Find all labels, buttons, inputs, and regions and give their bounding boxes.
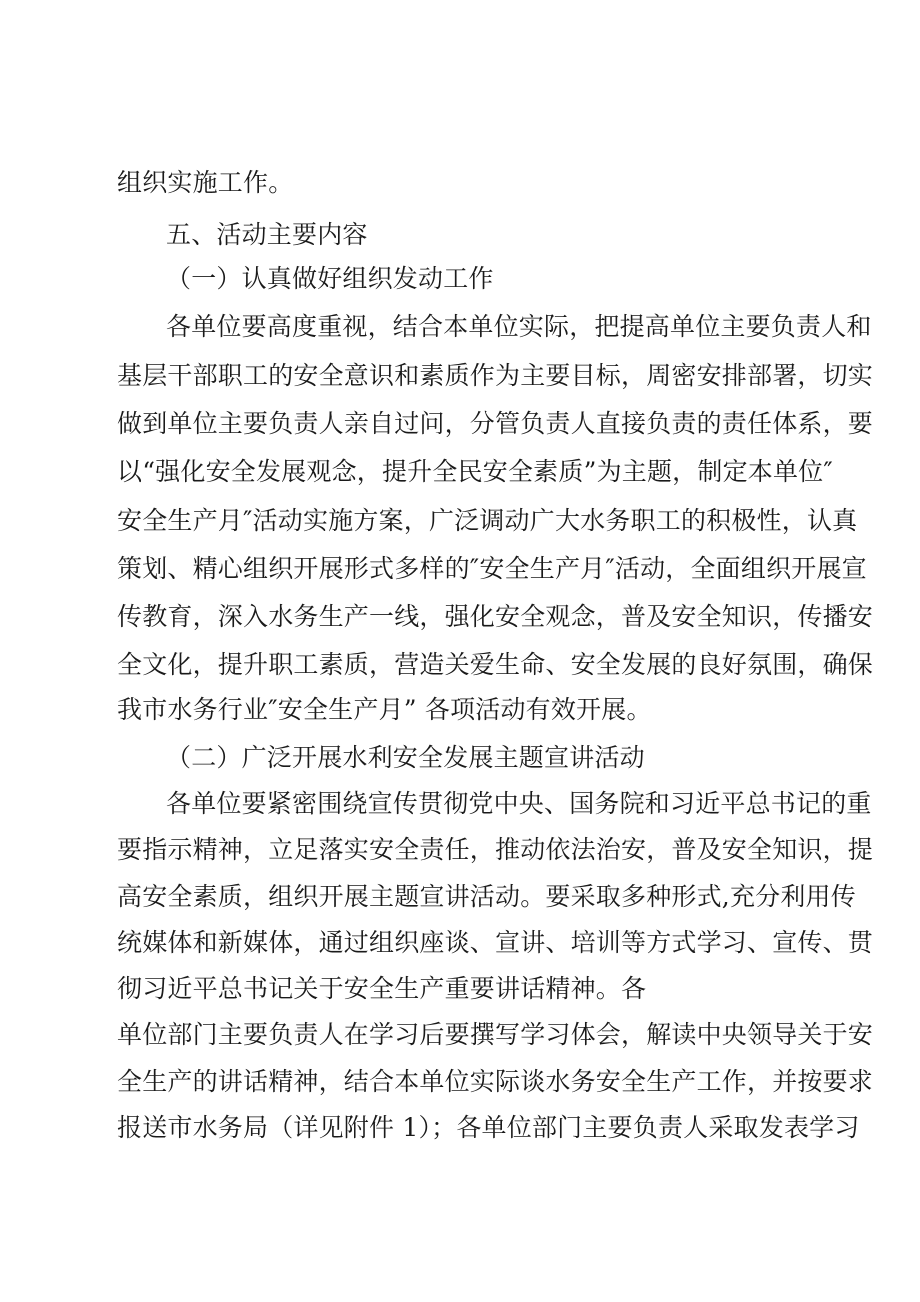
paragraph-1-line-3: 做到单位主要负责人亲自过问，分管负责人直接负责的责任体系，要 bbox=[117, 409, 874, 438]
paragraph-1-line-6: 策划、精心组织开展形式多样的″安全生产月″活动，全面组织开展宣 bbox=[117, 554, 867, 583]
section-heading: 五、活动主要内容 bbox=[166, 220, 368, 249]
paragraph-1-line-1: 各单位要高度重视，结合本单位实际，把提高单位主要负责人和 bbox=[166, 312, 872, 341]
paragraph-continuation: 组织实施工作。 bbox=[117, 168, 294, 197]
paragraph-1-line-5: 安全生产月″活动实施方案，广泛调动广大水务职工的积极性，认真 bbox=[117, 506, 858, 535]
paragraph-1-line-7: 传教育，深入水务生产一线，强化安全观念，普及安全知识，传播安 bbox=[117, 602, 874, 631]
paragraph-1-line-4: 以“强化安全发展观念，提升全民安全素质”为主题，制定本单位″ bbox=[117, 457, 833, 486]
subsection-heading-2: （二）广泛开展水利安全发展主题宣讲活动 bbox=[166, 743, 645, 772]
paragraph-1-line-8: 全文化，提升职工素质，营造关爱生命、安全发展的良好氛围，确保 bbox=[117, 650, 874, 679]
paragraph-1-line-2: 基层干部职工的安全意识和素质作为主要目标，周密安排部署，切实 bbox=[117, 361, 874, 390]
subsection-heading-1: （一）认真做好组织发动工作 bbox=[166, 264, 494, 293]
paragraph-2-line-5: 彻习近平总书记关于安全生产重要讲话精神。各 bbox=[117, 974, 647, 1003]
paragraph-3-line-3: 报送市水务局（详见附件 1）；各单位部门主要负责人采取发表学习 bbox=[117, 1113, 860, 1142]
paragraph-3-line-2: 全生产的讲话精神，结合本单位实际谈水务安全生产工作，并按要求 bbox=[117, 1067, 874, 1096]
paragraph-2-line-2: 要指示精神，立足落实安全责任，推动依法治安，普及安全知识，提 bbox=[117, 835, 874, 864]
paragraph-1-line-9: 我市水务行业″安全生产月” 各项活动有效开展。 bbox=[117, 695, 652, 724]
paragraph-3-line-1: 单位部门主要负责人在学习后要撰写学习体会，解读中央领导关于安 bbox=[117, 1020, 874, 1049]
paragraph-2-line-3: 高安全素质，组织开展主题宣讲活动。要采取多种形式,充分利用传 bbox=[117, 882, 856, 911]
paragraph-2-line-1: 各单位要紧密围绕宣传贯彻党中央、国务院和习近平总书记的重 bbox=[166, 789, 872, 818]
paragraph-2-line-4: 统媒体和新媒体，通过组织座谈、宣讲、培训等方式学习、宣传、贯 bbox=[117, 928, 874, 957]
